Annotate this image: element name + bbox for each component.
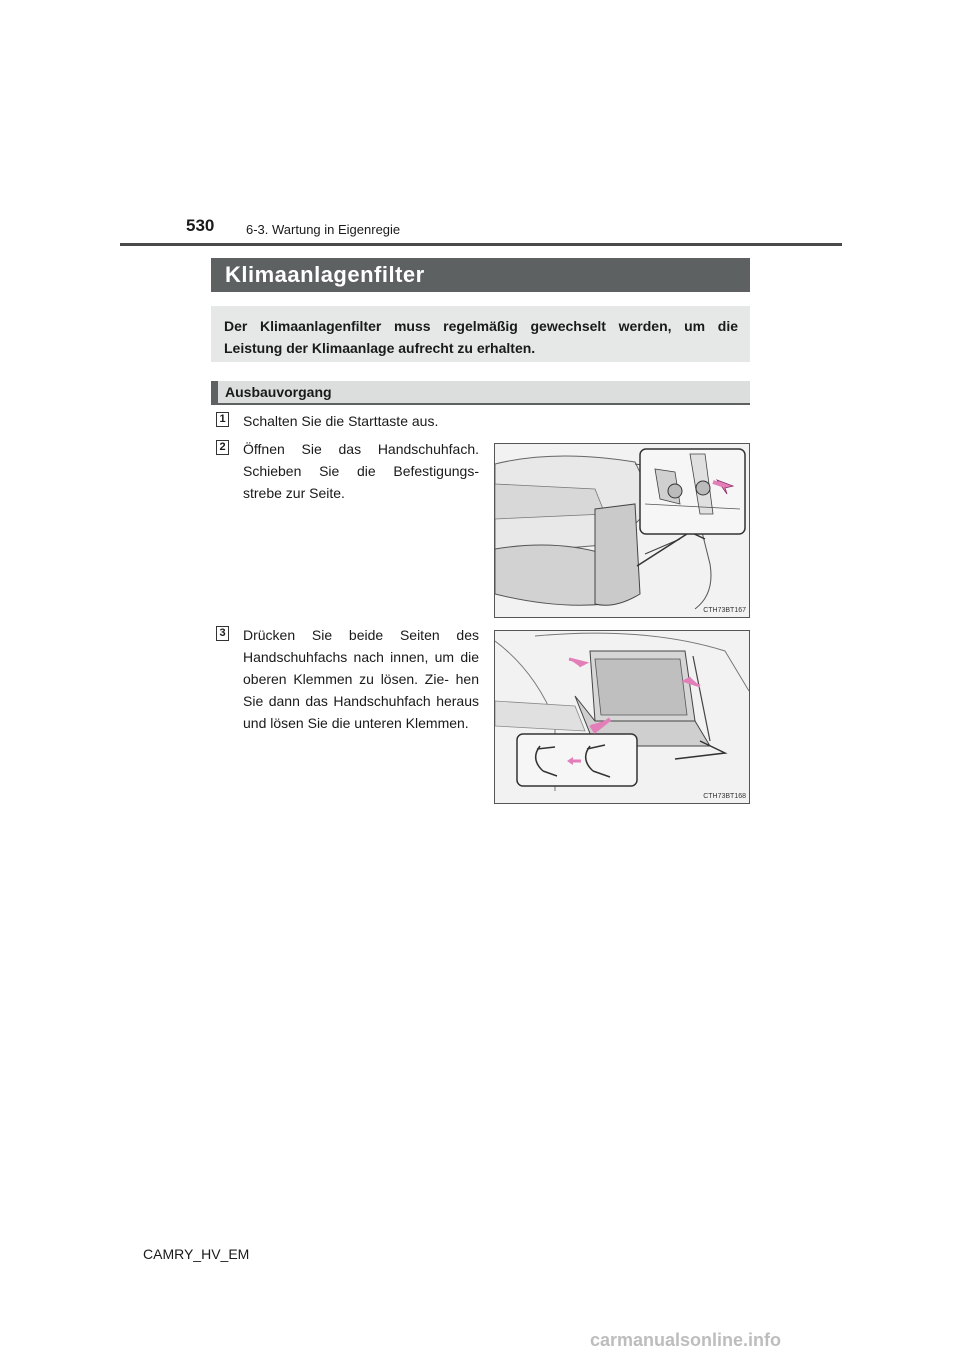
page-number: 530 bbox=[186, 216, 215, 235]
step-text: Schalten Sie die Starttaste aus. bbox=[243, 413, 439, 429]
subsection-title: Ausbauvorgang bbox=[225, 384, 332, 400]
header-rule bbox=[120, 243, 842, 246]
page-title: Klimaanlagenfilter bbox=[225, 262, 425, 287]
subsection-rule bbox=[211, 403, 750, 405]
intro-text: Der Klimaanlagenfilter muss regelmäßig gewechselt werden, um die Leistung der Klimaanlage aufrecht zu erhalten. bbox=[224, 318, 738, 356]
document-code: CAMRY_HV_EM bbox=[143, 1246, 250, 1262]
section-header: 6-3. Wartung in Eigenregie bbox=[246, 222, 401, 237]
step-number: 1 bbox=[216, 412, 229, 427]
glovebox-strut-illustration bbox=[494, 443, 750, 618]
figure-code: CTH73BT167 bbox=[703, 607, 746, 614]
glovebox-removal-illustration bbox=[494, 630, 750, 804]
intro-box bbox=[211, 306, 750, 362]
step-number: 2 bbox=[216, 440, 229, 455]
figure-code: CTH73BT168 bbox=[703, 793, 746, 800]
title-bar bbox=[211, 258, 750, 292]
subsection-accent bbox=[211, 381, 218, 403]
step-text: Drücken Sie beide Seiten des Handschuhfachs nach innen, um die oberen Klemmen zu lösen. Zie- hen Sie dann das Handschuhfach heraus und lösen Sie die unteren Klemmen. bbox=[243, 627, 479, 731]
watermark: carmanualsonline.info bbox=[590, 1330, 782, 1350]
step-text: Öffnen Sie das Handschuhfach. Schieben Sie die Befestigungs- strebe zur Seite. bbox=[243, 441, 479, 501]
subsection-bar bbox=[211, 381, 750, 403]
step-number: 3 bbox=[216, 626, 229, 641]
